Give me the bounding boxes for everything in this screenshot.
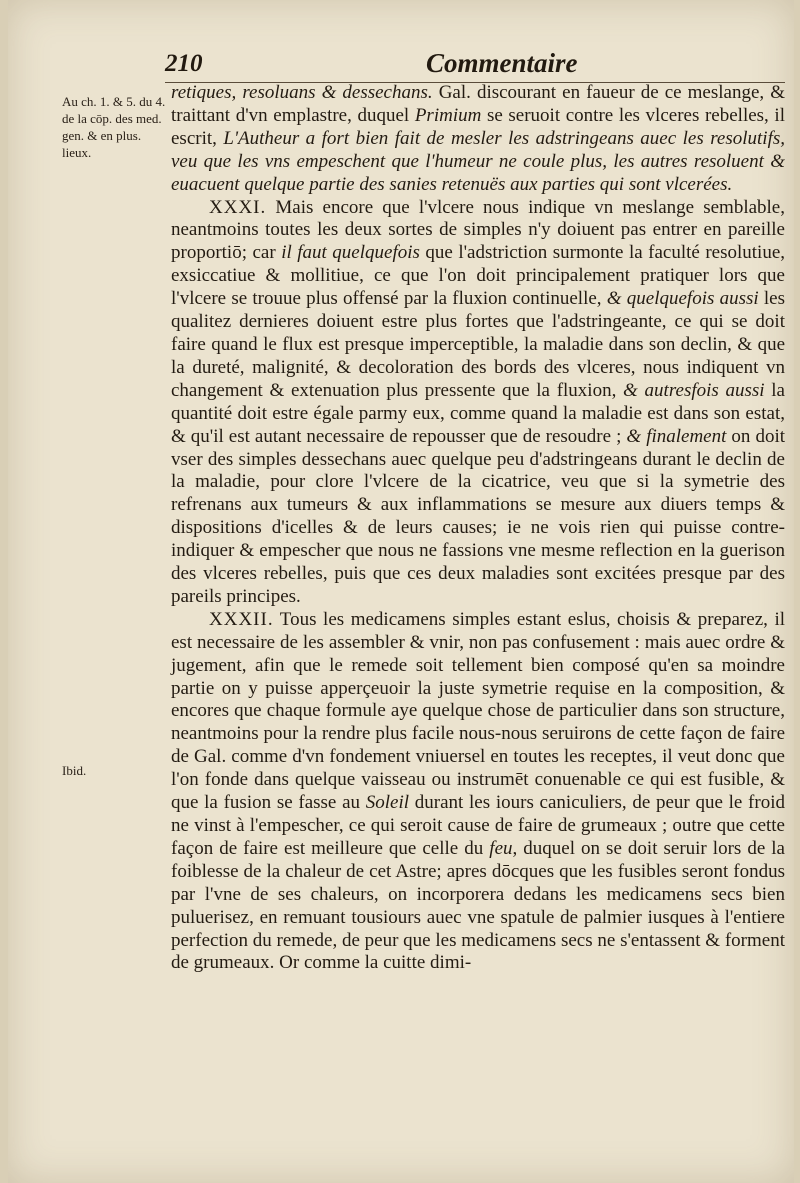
italic-phrase: il faut quelquefois: [281, 242, 420, 264]
italic-phrase: & quelquefois aussi: [606, 288, 759, 310]
running-title: Commentaire: [426, 48, 578, 78]
page-number: 210: [165, 50, 203, 77]
text-run: les qualitez dernieres doiuent estre plus fortes que l'adstringeante, ce qui se doit faire quand le flux est presque imperceptible, la maladie dans son declin, & que la dureté, malignité, & decoloration des bords des vlceres, nous indiquent vn changement & extenuation plus pressente que la fluxion,: [171, 288, 785, 401]
text-run: Gal. discourant en faueur de ce meslange, & traittant d'vn emplastre, duquel: [171, 82, 785, 126]
paragraph-xxxi: [171, 197, 785, 609]
italic-phrase: & autresfois aussi: [623, 379, 765, 401]
page-header: [8, 46, 794, 86]
italic-phrase: retiques, resoluans & dessechans.: [171, 82, 433, 103]
main-text: [171, 82, 785, 975]
paragraph-xxxii: [171, 609, 785, 976]
text-run: Tous les medicamens simples estant eslus, choisis & preparez, il est necessaire de les assembler & vnir, non pas confusement : mais auec ordre & jugement, afin que le remede soit tellement bien composé qu'en sa moindre partie on y puisse apperçeuoir la juste symetrie requise en la composition, & encores que chaque formule aye quelque chose de particulier dans son structure, neantmoins pour la rendre plus facile nous-nous seruirons de cette façon de faire de Gal. comme d'vn fondement vniuersel en toutes les receptes, il veut donc que l'on fonde dans quelque vaisseau ou instrumēt conuenable ce qui est fusible, & que la fusion se fasse au: [171, 608, 785, 814]
margin-note-reference: Au ch. 1. & 5. du 4. de la cōp. des med. gen. & en plus. lieux.: [62, 94, 166, 160]
margin-note-ibid: Ibid.: [62, 763, 87, 778]
section-number: XXXII.: [209, 608, 274, 630]
book-page: [8, 0, 794, 1183]
section-number: XXXI.: [209, 196, 267, 218]
italic-word: Soleil: [365, 792, 410, 814]
italic-phrase: & finalement: [626, 425, 727, 447]
italic-quotation: L'Autheur a fort bien fait de mesler les adstringeans auec les resolutifs, veu que les vns empeschent que l'humeur ne coule plus, les autres resoluent & euacuent quelque partie des sanies retenuës aux parties qui sont vlcerées.: [171, 127, 785, 195]
text-run: se seruoit contre les vlceres rebelles, il escrit,: [171, 104, 785, 149]
text-run: on doit vser des simples dessechans auec quelque peu d'adstringeans durant le declin de la maladie, pour clore l'vlcere de la cicatrice, veu que si la symetrie des refrenans aux tumeurs & aux inflammations se mesure aux diuers temps & dispositions d'icelles & de leurs causes; ie ne vois rien qui puisse contre-indiquer & empescher que nous ne fassions vne mesme reflection en la guerison des vlceres rebelles, puis que ces deux maladies sont excitées presque par des pareils principes.: [171, 425, 786, 607]
text-run: , duquel on se doit seruir lors de la foiblesse de la chaleur de cet Astre; apres dōcques que les fusibles seront fondus par l'vne de ses chaleurs, on incorporera dedans les medicamens secs bien puluerisez, en remuant tousiours auec vne spatule de palmier iusques à l'entiere perfection du remede, de peur que les medicamens secs ne s'entassent & forment de grumeaux. Or comme la cuitte dimi-: [171, 837, 785, 974]
text-run: la quantité doit estre égale parmy eux, comme quand la maladie est dans son estat, & qu'il est autant necessaire de repousser que de resoudre ;: [171, 379, 785, 447]
italic-name: Primium: [414, 104, 482, 126]
paragraph-continued: [171, 82, 785, 197]
text-run: Mais encore que l'vlcere nous indique vn meslange semblable, neantmoins toutes les deux sortes de simples n'y doiuent pas entrer en pareille proportiō; car: [171, 196, 785, 264]
text-run: que l'adstriction surmonte la faculté resolutiue, exsiccatiue & mollitiue, ce que l'on doit principalement pratiquer lors que l'vlcere se trouue plus offensé par la fluxion continuelle,: [171, 242, 786, 310]
italic-word: feu: [489, 837, 513, 859]
text-run: durant les iours caniculiers, de peur que le froid ne vinst à l'empescher, ce qui seroit cause de faire de grumeaux ; outre que cette façon de faire est meilleure que celle du: [171, 792, 785, 859]
